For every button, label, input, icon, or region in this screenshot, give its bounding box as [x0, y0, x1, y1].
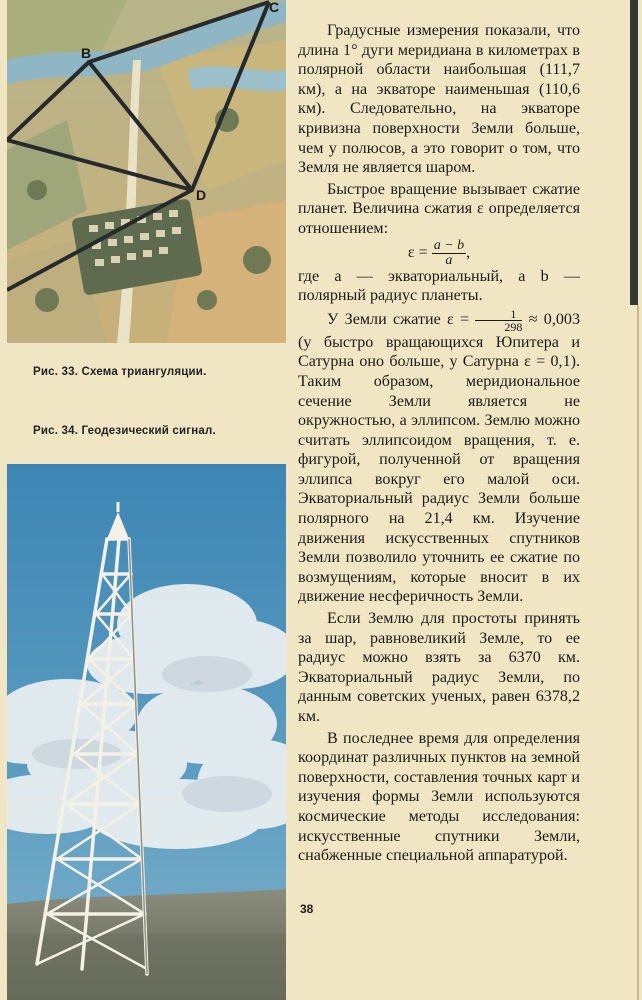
page-edge-line	[637, 305, 639, 1000]
body-text-column	[298, 21, 580, 866]
geodetic-tower-illustration	[7, 464, 286, 1000]
earth-compression-start: У Земли сжатие ε =	[327, 310, 470, 328]
page-number: 38	[300, 902, 314, 916]
geodetic-signal-figure	[7, 464, 286, 1000]
earth-compression-fraction	[475, 308, 522, 333]
paragraph-space-methods: В последнее время для определения координат различных пунктов на земной поверхности, составления точных карт и изучения формы Земли используются космические методы исследования: искусственные спутники Земли, снабженные специальной аппаратурой.	[298, 729, 580, 865]
earth-compression-rest: ≈ 0,003 (у быстро вращающихся Юпитера и Сатурна оно больше, у Сатурна ε = 0,1). Таким образом, меридиональное сечение Земли является не окружностью, а эллипсом. Землю можно считать эллипсоидом вращения, т. е. фигурой, полученной от вращения эллипса вокруг его малой оси. Экваториальный радиус Земли больше полярного на 21,4 км. Изучение движения искусственных спутников Земли позволило уточнить ее сжатие по возмущениям, которые вносит в их движение несферичность Земли.	[298, 310, 581, 606]
triangulation-illustration	[7, 0, 286, 343]
paragraph-degree-measurements: Градусные измерения показали, что длина 1° дуги меридиана в километрах в полярной области наибольшая (111,7 км), а на экваторе наименьшая (110,6 км). Следовательно, на экваторе кривизна поверхности Земли больше, чем у полюсов, а это говорит о том, что Земля не является шаром.	[298, 22, 580, 177]
point-b-label: В	[81, 45, 92, 61]
compression-formula	[298, 239, 580, 267]
formula-denominator: a	[445, 252, 453, 268]
formula-fraction	[432, 239, 466, 268]
earth-fraction-numerator: 1	[475, 308, 522, 321]
formula-comma: ,	[466, 243, 471, 261]
paragraph-earth-compression	[298, 308, 580, 607]
formula-numerator: a − b	[433, 237, 465, 253]
triangulation-figure	[7, 0, 286, 343]
page-edge-bar	[630, 0, 638, 305]
paragraph-earth-radius: Если Землю для простоты принять за шар, равновеликий Земле, то ее радиус можно взять за 6370 км. Экваториальный радиус Земли, по данным советских ученых, равен 6378,2 км.	[298, 610, 580, 725]
earth-fraction-denominator: 298	[504, 319, 523, 334]
paragraph-radius-definition: где a — экваториальный, а b — полярный радиус планеты.	[298, 267, 580, 305]
formula-lhs: ε =	[407, 243, 428, 261]
point-d-label: D	[196, 187, 207, 203]
point-c-label: С	[269, 0, 280, 15]
figure-33-caption: Рис. 33. Схема триангуляции.	[33, 366, 207, 378]
figure-34-caption: Рис. 34. Геодезический сигнал.	[33, 425, 216, 437]
paragraph-compression: Быстрое вращение вызывает сжатие планет. Величина сжатия ε определяется отношением:	[298, 180, 580, 237]
